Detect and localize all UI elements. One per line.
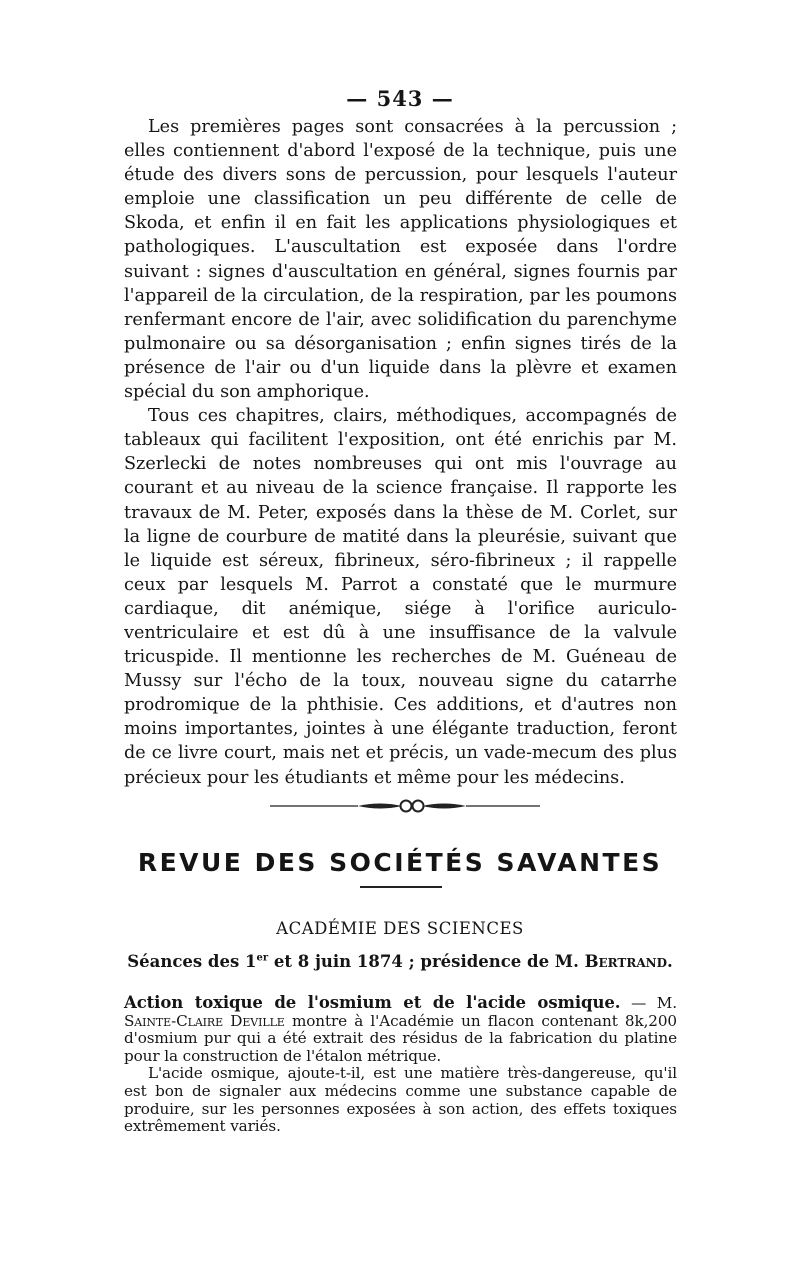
page-number: — 543 — — [346, 86, 454, 111]
report-author: Sainte-Claire Deville — [124, 1011, 285, 1030]
session-dates-ordinal: er — [256, 952, 269, 964]
academy-report — [124, 994, 677, 1136]
session-dates-middle: et 8 juin 1874 ; présidence de M. — [268, 952, 585, 971]
report-paragraph-1 — [124, 994, 677, 1065]
report-dash: — M. — [620, 994, 677, 1012]
ornamental-rule — [270, 796, 540, 816]
report-headline: Action toxique de l'osmium et de l'acide osmique. — [124, 993, 621, 1012]
session-president: Bertrand. — [584, 952, 673, 971]
report-paragraph-2: L'acide osmique, ajoute-t-il, est une matière très-dangereuse, qu'il est bon de signaler aux médecins comme une substance capable de produire, sur les personnes exposées à son action, des effets toxiques extrêmement variés. — [124, 1064, 677, 1136]
review-paragraph-1: Les premières pages sont consacrées à la percussion ; elles contiennent d'abord l'exposé de la technique, puis une étude des divers sons de percussion, pour lesquels l'auteur emploie une classification un peu différente de celle de Skoda, et enfin il en fait les applications physiologiques et pathologiques. L'auscultation est exposée dans l'ordre suivant : signes d'auscultation en général, signes fournis par l'appareil de la circulation, de la respiration, par les poumons renfermant encore de l'air, avec solidification du parenchyme pulmonaire ou sa désorganisation ; enfin signes tirés de la présence de l'air ou d'un liquide dans la plèvre et examen spécial du son amphorique. — [124, 117, 677, 403]
book-review-text — [124, 115, 677, 790]
review-paragraph-2: Tous ces chapitres, clairs, méthodiques, accompagnés de tableaux qui facilitent l'exposition, ont été enrichis par M. Szerlecki de notes nombreuses qui ont mis l'ouvrage au courant et au niveau de la science française. Il rapporte les travaux de M. Peter, exposés dans la thèse de M. Corlet, sur la ligne de courbure de matité dans la pleurésie, suivant que le liquide est séreux, fibrineux, séro-fibrineux ; il rappelle ceux par lesquels M. Parrot a constaté que le murmure cardiaque, dit anémique, siége à l'orifice auriculo-ventriculaire et est dû à une insuffisance de la valvule tricuspide. Il mentionne les recherches de M. Guéneau de Mussy sur l'écho de la toux, nouveau signe du catarrhe prodromique de la phthisie. Ces additions, et d'autres non moins importantes, jointes à une élégante traduction, feront de ce livre court, mais net et précis, un vade-mecum des plus précieux pour les étudiants et même pour les médecins. — [124, 406, 677, 788]
session-dates-line — [0, 952, 800, 971]
academy-heading: ACADÉMIE DES SCIENCES — [276, 919, 524, 938]
section-divider — [360, 886, 442, 888]
session-dates-prefix: Séances des 1 — [127, 952, 257, 971]
section-title: REVUE DES SOCIÉTÉS SAVANTES — [137, 848, 663, 877]
report-body: montre à l'Académie un flacon contenant 8k,200 d'osmium pur qui a été extrait des résidus de la fabrication du platine pour la construction de l'étalon métrique. — [124, 1011, 678, 1065]
